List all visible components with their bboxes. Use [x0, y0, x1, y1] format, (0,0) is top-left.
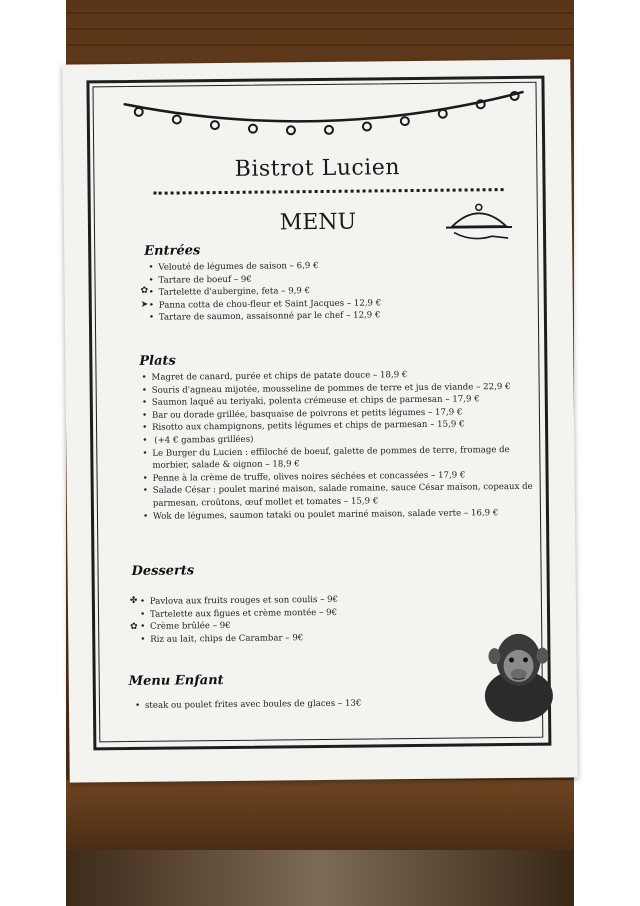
- garland-icon: [118, 82, 529, 146]
- list-item: • Salade César : poulet mariné maison, salade romaine, sauce César maison, copeaux de parmesan, croûtons, œuf mollet et tomates – 15,9 €: [143, 481, 543, 510]
- monkey-illustration: [478, 626, 557, 723]
- list-item: • Crème brûlée – 9€: [140, 619, 338, 634]
- list-item: • Riz au lait, chips de Carambar – 9€: [140, 632, 338, 647]
- leaf-doodle-icon: ✿: [130, 621, 138, 632]
- menu-sheet: [62, 59, 577, 782]
- leaf-doodle-icon: ✤: [129, 595, 138, 607]
- cloche-icon: [442, 202, 516, 247]
- list-item: • Penne à la crème de truffe, olives noires séchées et concassées – 17,9 €: [143, 468, 543, 485]
- list-item: • Tartelette d'aubergine, feta – 9,9 €: [149, 285, 382, 300]
- list-item: • Tartare de boeuf – 9€: [148, 272, 381, 287]
- leaf-doodle-icon: ✿: [140, 285, 149, 296]
- menu-heading: MENU: [279, 209, 357, 236]
- list-item: • Le Burger du Lucien : effiloché de boeuf, galette de pommes de terre, fromage de morbier, salade & oignon – 18,9 €: [142, 443, 542, 472]
- list-item: • Bar ou dorade grillée, basquaise de poivrons et petits légumes – 17,9 €: [142, 405, 542, 422]
- list-item: • Tartelette aux figues et crème montée – 9€: [140, 606, 338, 621]
- list-item: • steak ou poulet frites avec boules de glaces – 13€: [135, 698, 361, 713]
- list-item: • Tartare de saumon, assaisonné par le chef – 12,9 €: [149, 310, 382, 325]
- leaf-doodle-icon: ➤: [140, 299, 149, 310]
- table-edge: [66, 780, 574, 850]
- list-item: • Pavlova aux fruits rouges et son coulis – 9€: [140, 594, 338, 609]
- entrees-list: [148, 259, 381, 324]
- list-item: • Panna cotta de chou-fleur et Saint Jacques – 12,9 €: [149, 297, 382, 312]
- restaurant-name: Bistrot Lucien: [234, 155, 401, 182]
- list-item: • Wok de légumes, saumon tataki ou poulet mariné maison, salade verte – 16,9 €: [143, 506, 543, 523]
- section-title-desserts: Desserts: [131, 563, 195, 579]
- section-title-plats: Plats: [139, 353, 176, 369]
- list-item: • Magret de canard, purée et chips de patate douce – 18,9 €: [141, 368, 541, 385]
- list-item: • Saumon laqué au teriyaki, polenta crémeuse et chips de parmesan – 17,9 €: [142, 393, 542, 410]
- list-item: • Velouté de légumes de saison – 6,9 €: [148, 259, 381, 274]
- floor-area: [66, 850, 574, 906]
- list-item: • (+4 € gambas grillées): [142, 431, 542, 448]
- plats-list: [141, 368, 543, 523]
- desserts-list: [140, 594, 339, 646]
- list-item: • Souris d'agneau mijotée, mousseline de pommes de terre et jus de viande – 22,9 €: [142, 380, 542, 397]
- section-title-entrees: Entrées: [144, 243, 201, 259]
- section-title-menu-enfant: Menu Enfant: [128, 673, 224, 690]
- list-item: • Risotto aux champignons, petits légumes et chips de parmesan – 15,9 €: [142, 418, 542, 435]
- enfant-list: [135, 698, 361, 713]
